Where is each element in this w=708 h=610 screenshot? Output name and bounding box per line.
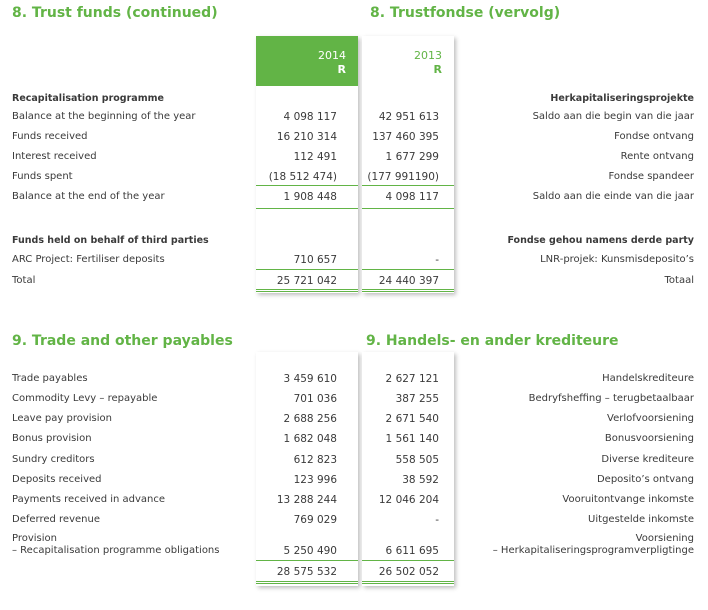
value-2014: 1 682 048 [283, 433, 337, 445]
row-label-en: Trade payables [12, 373, 88, 384]
total-label-af: Totaal [664, 275, 694, 286]
section-8-title-af: 8. Trustfondse (vervolg) [370, 5, 561, 21]
row-label-en: Interest received [12, 151, 97, 162]
row-label-en: Sundry creditors [12, 454, 95, 465]
provision-sublabel-en: – Recapitalisation programme obligations [12, 545, 220, 556]
subtotal-rule-2013 [362, 185, 454, 186]
row-label-af: Bonusvoorsiening [604, 433, 694, 444]
provision-label-af: Voorsiening [635, 533, 694, 544]
row-label-af: Bedryfsheffing – terugbetaalbaar [528, 393, 694, 404]
total-double-rule-2013 [362, 289, 454, 292]
value-2013: 1 677 299 [385, 151, 439, 163]
section-8-title-en: 8. Trust funds (continued) [12, 5, 218, 21]
row-label-en: ARC Project: Fertiliser deposits [12, 254, 165, 265]
column-2013-panel [362, 36, 454, 293]
value-2013: 38 592 [402, 474, 439, 486]
value-2014: 612 823 [293, 454, 337, 466]
value-2014: 123 996 [293, 474, 337, 486]
value-2014: (18 512 474) [268, 171, 337, 183]
recap-heading-af: Herkapitaliseringsprojekte [550, 93, 694, 104]
value-2013: 387 255 [395, 393, 439, 405]
row-label-en: Leave pay provision [12, 413, 112, 424]
value-2014: 769 029 [293, 514, 337, 526]
currency-label-2014: R [337, 63, 346, 76]
row-label-af: Saldo aan die einde van die jaar [532, 191, 694, 202]
row-label-en: Balance at the end of the year [12, 191, 165, 202]
value-2013: (177 991190) [367, 171, 439, 183]
value-2014: 5 250 490 [283, 545, 337, 557]
value-2014: 701 036 [293, 393, 337, 405]
value-2013: 2 627 121 [385, 373, 439, 385]
value-2013: 42 951 613 [378, 111, 439, 123]
value-2013: - [435, 514, 439, 526]
row-label-af: Diverse krediteure [601, 454, 694, 465]
payables-double-rule-2013 [362, 581, 454, 584]
row-label-en: Funds received [12, 131, 88, 142]
total-rule-top-2014 [256, 269, 358, 270]
value-2013: 4 098 117 [385, 191, 439, 203]
row-label-af: Handelskrediteure [602, 373, 694, 384]
row-label-en: Deferred revenue [12, 514, 100, 525]
balance-rule-2013 [362, 208, 454, 209]
row-label-en: Funds spent [12, 171, 73, 182]
recap-heading-en: Recapitalisation programme [12, 93, 164, 104]
row-label-af: Saldo aan die begin van die jaar [532, 111, 694, 122]
value-2014: 13 288 244 [276, 494, 337, 506]
column-2013-header [362, 36, 454, 86]
subtotal-rule-2014 [256, 185, 358, 186]
row-label-af: Rente ontvang [620, 151, 694, 162]
third-parties-heading-en: Funds held on behalf of third parties [12, 235, 209, 246]
row-label-af: Vooruitontvange inkomste [562, 494, 694, 505]
total-rule-top-2013 [362, 269, 454, 270]
value-2014: 2 688 256 [283, 413, 337, 425]
row-label-af: Deposito’s ontvang [596, 474, 694, 485]
value-2013: 2 671 540 [385, 413, 439, 425]
row-label-en: Payments received in advance [12, 494, 166, 505]
payables-total-rule-2014 [256, 560, 358, 561]
section-9-title-af: 9. Handels- en ander krediteure [366, 333, 619, 349]
value-2014: 4 098 117 [283, 111, 337, 123]
row-label-af: Fondse spandeer [608, 171, 694, 182]
total-2013: 26 502 052 [378, 566, 439, 578]
provision-sublabel-af: – Herkapitaliseringsprogramverpligtinge [492, 545, 694, 556]
payables-double-rule-2014 [256, 581, 358, 584]
year-2013-label: 2013 [414, 49, 442, 62]
row-label-af: LNR-projek: Kunsmisdeposito’s [540, 254, 694, 265]
row-label-en: Deposits received [12, 474, 102, 485]
value-2014: 1 908 448 [283, 191, 337, 203]
row-label-en: Bonus provision [12, 433, 92, 444]
payables-total-rule-2013 [362, 560, 454, 561]
provision-label-en: Provision [12, 533, 58, 544]
value-2013: 137 460 395 [372, 131, 439, 143]
row-label-af: Uitgestelde inkomste [588, 514, 694, 525]
value-2013: 1 561 140 [385, 433, 439, 445]
total-double-rule-2014 [256, 289, 358, 292]
currency-label-2013: R [433, 63, 442, 76]
year-2014-label: 2014 [318, 49, 346, 62]
column-2014-header [256, 36, 358, 86]
row-label-en: Balance at the beginning of the year [12, 111, 196, 122]
value-2014: 3 459 610 [283, 373, 337, 385]
third-parties-heading-af: Fondse gehou namens derde party [507, 235, 694, 246]
total-2014: 25 721 042 [276, 275, 337, 287]
total-2013: 24 440 397 [378, 275, 439, 287]
value-2013: 12 046 204 [378, 494, 439, 506]
row-label-en: Commodity Levy – repayable [12, 393, 158, 404]
value-2014: 710 657 [293, 254, 337, 266]
balance-rule-2014 [256, 208, 358, 209]
row-label-af: Verlofvoorsiening [607, 413, 694, 424]
row-label-af: Fondse ontvang [614, 131, 694, 142]
value-2014: 112 491 [293, 151, 337, 163]
total-2014: 28 575 532 [276, 566, 337, 578]
value-2014: 16 210 314 [276, 131, 337, 143]
value-2013: 558 505 [395, 454, 439, 466]
section-9-title-en: 9. Trade and other payables [12, 333, 233, 349]
total-label-en: Total [12, 275, 36, 286]
value-2013: 6 611 695 [385, 545, 439, 557]
value-2013: - [435, 254, 439, 266]
